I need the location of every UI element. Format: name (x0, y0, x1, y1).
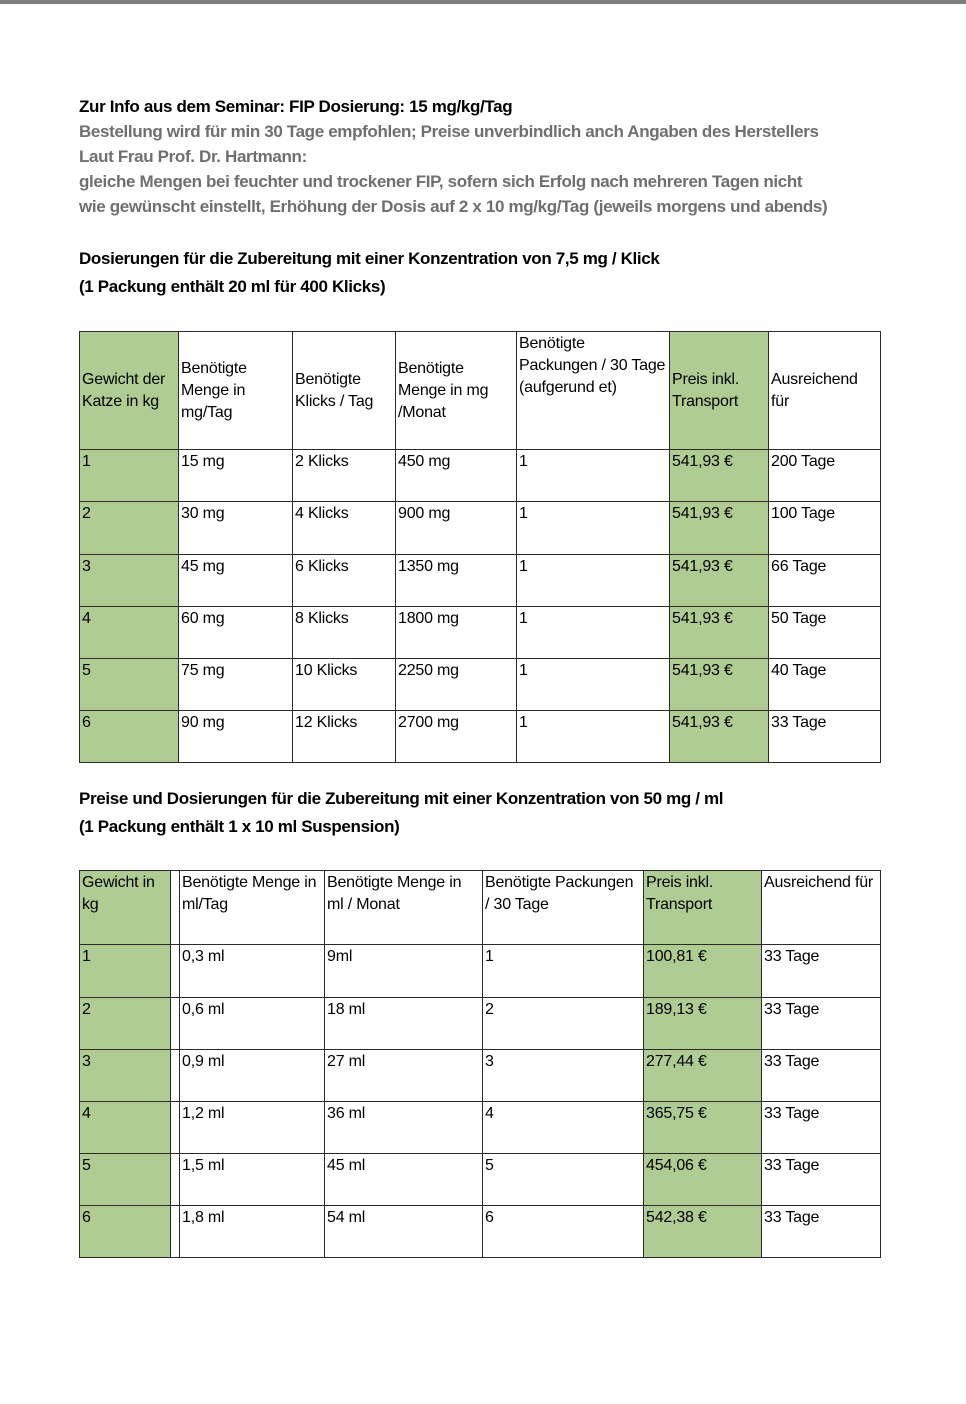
intro-note-line2: wie gewünscht einstellt, Erhöhung der Dosis auf 2 x 10 mg/kg/Tag (jeweils morgens und abends) (79, 197, 828, 216)
cell-mg-per-month: 900 mg (396, 502, 517, 555)
header-weight: Gewicht der Katze in kg (80, 332, 179, 450)
cell-sufficient-for: 50 Tage (769, 607, 881, 659)
table-row (80, 555, 881, 607)
cell-mg-per-day: 75 mg (179, 659, 293, 711)
table-row (80, 659, 881, 711)
cell-price: 277,44 € (644, 1050, 762, 1102)
cell-clicks-per-day: 8 Klicks (293, 607, 396, 659)
cell-price: 541,93 € (670, 659, 769, 711)
cell-mg-per-month: 2250 mg (396, 659, 517, 711)
table-row (80, 1102, 881, 1154)
cell-mg-per-day: 45 mg (179, 555, 293, 607)
cell-sufficient-for: 33 Tage (769, 711, 881, 763)
table-row (80, 1154, 881, 1206)
table-row (80, 711, 881, 763)
cell-spacer (171, 1102, 180, 1154)
cell-packages: 5 (483, 1154, 644, 1206)
cell-weight: 1 (80, 945, 171, 998)
cell-price: 541,93 € (670, 502, 769, 555)
cell-weight: 1 (80, 450, 179, 502)
cell-ml-per-day: 0,6 ml (180, 998, 325, 1050)
cell-price: 542,38 € (644, 1206, 762, 1258)
intro-heading: Zur Info aus dem Seminar: FIP Dosierung: 15 mg/kg/Tag (79, 97, 513, 116)
cell-price: 365,75 € (644, 1102, 762, 1154)
table-header-row (80, 871, 881, 945)
cell-weight: 6 (80, 1206, 171, 1258)
cell-weight: 6 (80, 711, 179, 763)
cell-weight: 2 (80, 502, 179, 555)
header-clicks-per-day: Benötigte Klicks / Tag (293, 332, 396, 450)
cell-ml-per-month: 9ml (325, 945, 483, 998)
cell-packages: 1 (483, 945, 644, 998)
cell-packages: 1 (517, 502, 670, 555)
cell-price: 189,13 € (644, 998, 762, 1050)
cell-price: 454,06 € (644, 1154, 762, 1206)
cell-sufficient-for: 100 Tage (769, 502, 881, 555)
cell-ml-per-month: 27 ml (325, 1050, 483, 1102)
cell-clicks-per-day: 10 Klicks (293, 659, 396, 711)
section1-title: Dosierungen für die Zubereitung mit einer Konzentration von 7,5 mg / Klick (79, 249, 660, 268)
cell-ml-per-day: 0,9 ml (180, 1050, 325, 1102)
table-row (80, 502, 881, 555)
cell-sufficient-for: 40 Tage (769, 659, 881, 711)
cell-price: 541,93 € (670, 711, 769, 763)
cell-packages: 1 (517, 555, 670, 607)
section1-subtitle: (1 Packung enthält 20 ml für 400 Klicks) (79, 277, 386, 296)
header-ml-per-month: Benötigte Menge in ml / Monat (325, 871, 483, 945)
cell-clicks-per-day: 12 Klicks (293, 711, 396, 763)
intro-note-line1: gleiche Mengen bei feuchter und trockener FIP, sofern sich Erfolg nach mehreren Tagen nicht (79, 172, 803, 191)
cell-ml-per-day: 0,3 ml (180, 945, 325, 998)
cell-mg-per-month: 2700 mg (396, 711, 517, 763)
cell-ml-per-month: 45 ml (325, 1154, 483, 1206)
page-top-border (0, 0, 966, 4)
table-row (80, 450, 881, 502)
cell-mg-per-month: 1800 mg (396, 607, 517, 659)
cell-weight: 5 (80, 1154, 171, 1206)
cell-clicks-per-day: 2 Klicks (293, 450, 396, 502)
table-row (80, 1050, 881, 1102)
cell-ml-per-day: 1,5 ml (180, 1154, 325, 1206)
cell-mg-per-day: 90 mg (179, 711, 293, 763)
header-sufficient-for: Ausreichend für (769, 332, 881, 450)
cell-packages: 3 (483, 1050, 644, 1102)
cell-spacer (171, 998, 180, 1050)
section2-title: Preise und Dosierungen für die Zubereitung mit einer Konzentration von 50 mg / ml (79, 789, 724, 808)
cell-sufficient-for: 200 Tage (769, 450, 881, 502)
cell-spacer (171, 1154, 180, 1206)
cell-spacer (171, 945, 180, 998)
cell-ml-per-month: 18 ml (325, 998, 483, 1050)
header-spacer (171, 871, 180, 945)
header-packages: Benötigte Packungen / 30 Tage (aufgerund et) (517, 332, 670, 450)
cell-weight: 4 (80, 1102, 171, 1154)
intro-source: Laut Frau Prof. Dr. Hartmann: (79, 147, 307, 166)
cell-sufficient-for: 66 Tage (769, 555, 881, 607)
header-sufficient-for: Ausreichend für (762, 871, 881, 945)
cell-packages: 1 (517, 659, 670, 711)
cell-weight: 4 (80, 607, 179, 659)
table-row (80, 945, 881, 998)
cell-ml-per-day: 1,8 ml (180, 1206, 325, 1258)
intro-order-note: Bestellung wird für min 30 Tage empfohlen; Preise unverbindlich anch Angaben des Herstellers (79, 122, 819, 141)
header-mg-per-month: Benötigte Menge in mg /Monat (396, 332, 517, 450)
cell-price: 541,93 € (670, 555, 769, 607)
cell-ml-per-day: 1,2 ml (180, 1102, 325, 1154)
dosage-table-suspension (79, 870, 881, 1258)
cell-price: 100,81 € (644, 945, 762, 998)
cell-packages: 1 (517, 711, 670, 763)
section2-subtitle: (1 Packung enthält 1 x 10 ml Suspension) (79, 817, 400, 836)
table-row (80, 1206, 881, 1258)
header-price: Preis inkl. Transport (644, 871, 762, 945)
cell-weight: 2 (80, 998, 171, 1050)
cell-sufficient-for: 33 Tage (762, 1206, 881, 1258)
table-header-row (80, 332, 881, 450)
cell-mg-per-month: 450 mg (396, 450, 517, 502)
header-price: Preis inkl. Transport (670, 332, 769, 450)
cell-mg-per-day: 30 mg (179, 502, 293, 555)
header-ml-per-day: Benötigte Menge in ml/Tag (180, 871, 325, 945)
cell-sufficient-for: 33 Tage (762, 1050, 881, 1102)
cell-price: 541,93 € (670, 450, 769, 502)
table-row (80, 607, 881, 659)
cell-mg-per-month: 1350 mg (396, 555, 517, 607)
cell-packages: 1 (517, 450, 670, 502)
cell-price: 541,93 € (670, 607, 769, 659)
cell-clicks-per-day: 4 Klicks (293, 502, 396, 555)
cell-mg-per-day: 15 mg (179, 450, 293, 502)
cell-spacer (171, 1050, 180, 1102)
cell-packages: 6 (483, 1206, 644, 1258)
cell-sufficient-for: 33 Tage (762, 998, 881, 1050)
header-weight: Gewicht in kg (80, 871, 171, 945)
cell-ml-per-month: 54 ml (325, 1206, 483, 1258)
dosage-table-klick (79, 331, 881, 763)
cell-weight: 3 (80, 555, 179, 607)
header-mg-per-day: Benötigte Menge in mg/Tag (179, 332, 293, 450)
cell-spacer (171, 1206, 180, 1258)
cell-ml-per-month: 36 ml (325, 1102, 483, 1154)
table-row (80, 998, 881, 1050)
cell-clicks-per-day: 6 Klicks (293, 555, 396, 607)
cell-weight: 3 (80, 1050, 171, 1102)
cell-weight: 5 (80, 659, 179, 711)
cell-mg-per-day: 60 mg (179, 607, 293, 659)
cell-sufficient-for: 33 Tage (762, 1102, 881, 1154)
cell-packages: 4 (483, 1102, 644, 1154)
cell-sufficient-for: 33 Tage (762, 1154, 881, 1206)
cell-sufficient-for: 33 Tage (762, 945, 881, 998)
cell-packages: 1 (517, 607, 670, 659)
header-packages: Benötigte Packungen / 30 Tage (483, 871, 644, 945)
cell-packages: 2 (483, 998, 644, 1050)
